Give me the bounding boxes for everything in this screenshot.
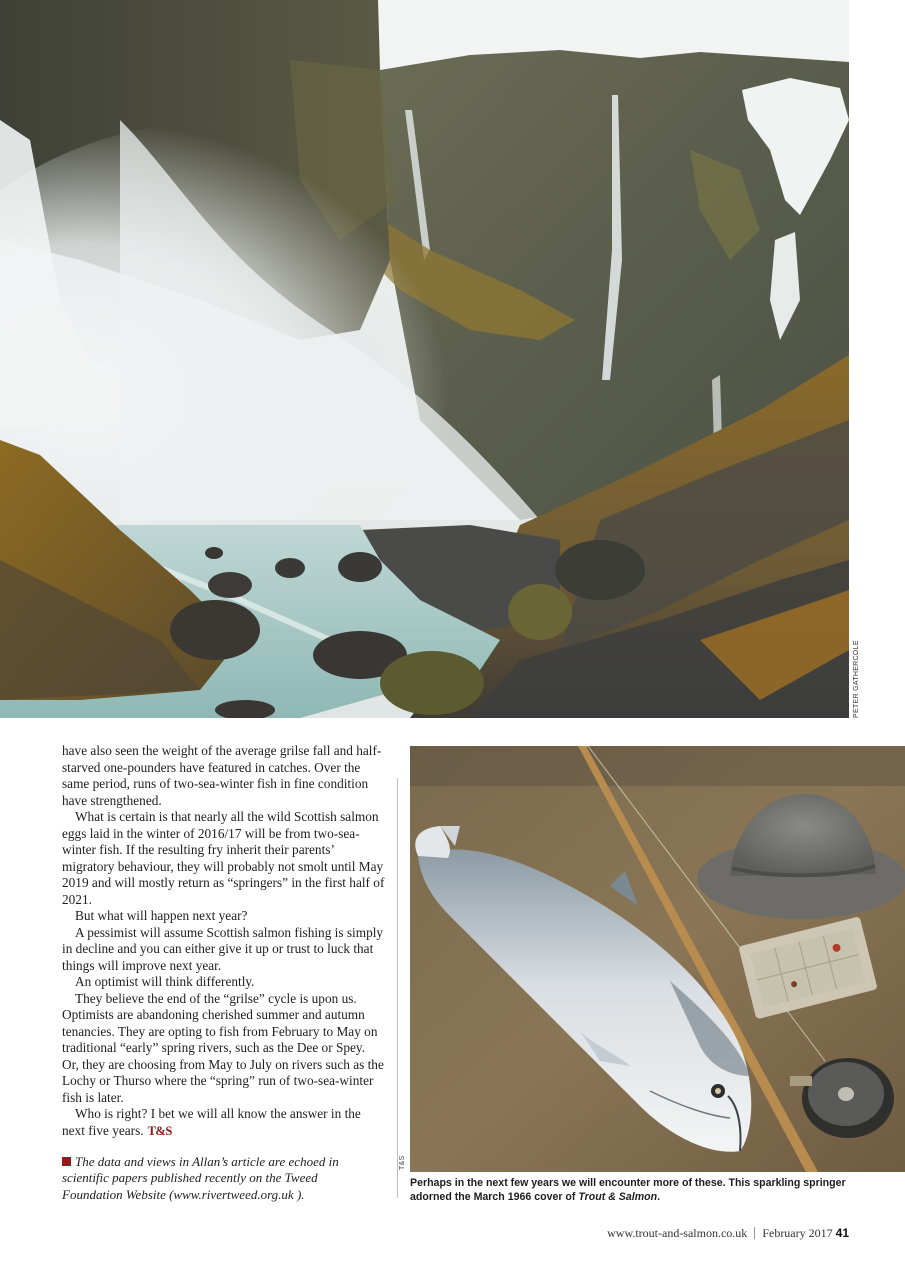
fish-photo <box>410 746 905 1172</box>
footer-issue: February 2017 <box>762 1226 833 1240</box>
article-paragraph: They believe the end of the “grilse” cycle is upon us. Optimists are abandoning cherished summer and autumn tenancies. They are opting to fish from February to May on traditional “early” spring rivers, such as the Dee or Spey. Or, they are choosing from May to July on rivers such as the Lochy or Thurso where the “spring” run of two-sea-winter fish is later. <box>62 990 384 1105</box>
fish-photo-caption <box>410 1177 880 1204</box>
page-footer <box>607 1226 849 1241</box>
note-text: The data and views in Allan’s article are echoed in scientific papers published recently on the Tweed Foundation Website (www.rivertweed.org.uk ). <box>62 1154 339 1202</box>
article-paragraph: What is certain is that nearly all the wild Scottish salmon eggs laid in the winter of 2016/17 will be from two-sea-winter fish. If the resulting fry inherit their parents’ migratory behaviour, they will probably not smolt until May 2019 and will mostly return as “springers” in the first half of 2021. <box>62 809 385 907</box>
footer-divider <box>754 1227 755 1239</box>
article-note <box>62 1154 372 1203</box>
hero-photo-credit: PETER GATHERCOLE <box>853 640 860 718</box>
footer-url[interactable]: www.trout-and-salmon.co.uk <box>607 1226 748 1240</box>
article-paragraph: have also seen the weight of the average grilse fall and half-starved one-pounders have featured in catches. Over the same period, runs of two-sea-winter fish in fine condition have strengthened. <box>62 743 382 808</box>
caption-text: Perhaps in the next few years we will encounter more of these. This sparkling springer adorned the March 1966 cover of <box>410 1177 846 1203</box>
article-paragraph-last <box>62 1106 385 1139</box>
article-body <box>62 743 385 1139</box>
fish-photo-credit: T&S <box>399 1155 406 1170</box>
article-paragraph: But what will happen next year? <box>75 908 248 923</box>
end-mark: T&S <box>147 1123 172 1138</box>
caption-end: . <box>657 1190 661 1203</box>
article-paragraph: An optimist will think differently. <box>75 974 255 989</box>
article-paragraph: Who is right? I bet we will all know the answer in the next five years. <box>62 1106 361 1138</box>
page-number: 41 <box>835 1226 849 1240</box>
article-paragraph: A pessimist will assume Scottish salmon fishing is simply in decline and you can either give it up or trust to luck that things will improve next year. <box>62 924 384 973</box>
caption-magazine-title: Trout & Salmon <box>578 1190 658 1203</box>
note-bullet-icon <box>62 1157 71 1166</box>
column-divider <box>397 778 398 1198</box>
